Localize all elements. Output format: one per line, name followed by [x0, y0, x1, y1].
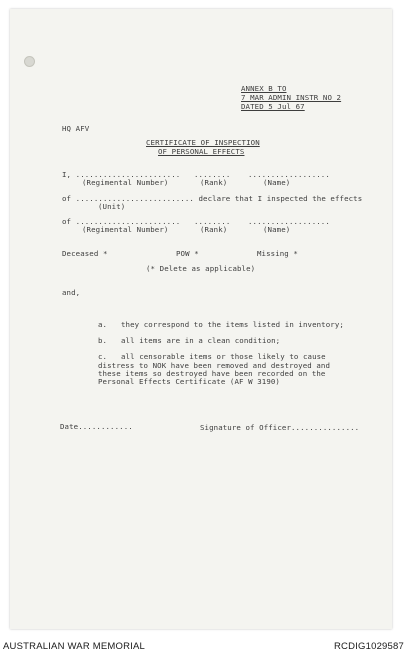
- item-c-letter: c.: [98, 352, 108, 361]
- archive-id: RCDIG1029587: [334, 641, 404, 652]
- item-c-text-4: Personal Effects Certificate (AF W 3190): [98, 377, 280, 386]
- item-c-text-1: all censorable items or those likely to cause: [121, 352, 326, 361]
- row2-unit-label: (Unit): [98, 202, 126, 211]
- item-c-text-3: these items so destroyed have been recorded on the: [98, 369, 326, 378]
- item-b-letter: b.: [98, 336, 108, 345]
- document-page: [10, 9, 392, 629]
- row1-rank-label: (Rank): [200, 178, 228, 187]
- status-missing: Missing *: [257, 249, 298, 258]
- title-line-2: OF PERSONAL EFFECTS: [158, 147, 245, 156]
- status-note: (* Delete as applicable): [146, 264, 256, 273]
- date-field: Date............: [60, 422, 133, 431]
- item-a-letter: a.: [98, 320, 108, 329]
- status-pow: POW *: [176, 249, 199, 258]
- row1-regno-field: I, .......................: [62, 170, 181, 179]
- punch-hole: [24, 56, 35, 67]
- row3-name-label: (Name): [263, 225, 291, 234]
- row3-name-field: ..................: [248, 217, 330, 226]
- row2-unit-field: of .......................... declare that I inspected the effects: [62, 194, 363, 203]
- annex-line-2: 7 MAR ADMIN INSTR NO 2: [241, 93, 342, 102]
- hq-label: HQ AFV: [62, 124, 90, 133]
- and-label: and,: [62, 288, 81, 297]
- status-deceased: Deceased *: [62, 249, 108, 258]
- signature-field: Signature of Officer...............: [200, 423, 360, 432]
- row3-rank-field: ........: [194, 217, 231, 226]
- row3-regno-label: (Regimental Number): [82, 225, 169, 234]
- archive-footer: [0, 636, 408, 654]
- row1-regno-label: (Regimental Number): [82, 178, 169, 187]
- row1-name-field: ..................: [248, 170, 330, 179]
- item-b-text: all items are in a clean condition;: [121, 336, 281, 345]
- row3-rank-label: (Rank): [200, 225, 228, 234]
- title-line-1: CERTIFICATE OF INSPECTION: [146, 138, 260, 147]
- item-c-text-2: distress to NOK have been removed and destroyed and: [98, 361, 331, 370]
- row1-name-label: (Name): [263, 178, 291, 187]
- annex-line-3: DATED 5 Jul 67: [241, 102, 305, 111]
- row3-regno-field: of .......................: [62, 217, 181, 226]
- row1-rank-field: ........: [194, 170, 231, 179]
- annex-line-1: ANNEX B TO: [241, 84, 287, 93]
- archive-name: AUSTRALIAN WAR MEMORIAL: [3, 641, 146, 652]
- item-a-text: they correspond to the items listed in inventory;: [121, 320, 344, 329]
